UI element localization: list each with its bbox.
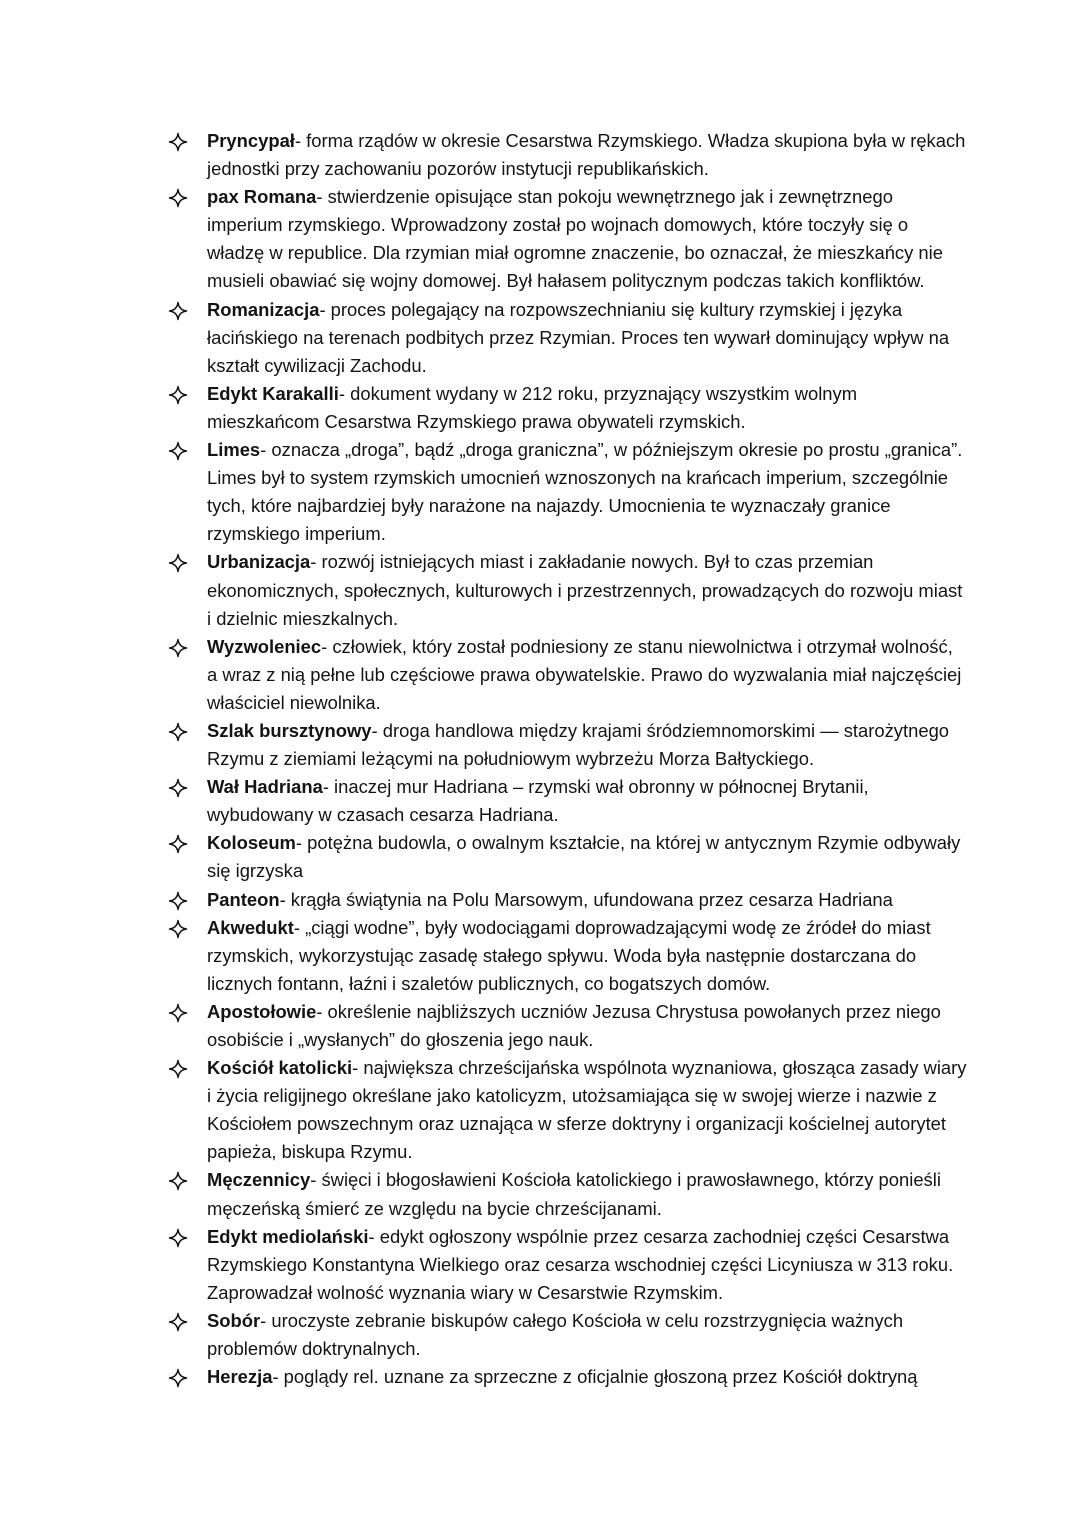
glossary-entry bbox=[168, 380, 968, 436]
glossary-entry bbox=[168, 183, 968, 295]
entry-term: Kościół katolicki bbox=[207, 1057, 353, 1079]
entry-definition: - stwierdzenie opisujące stan pokoju wewnętrznego jak i zewnętrznego imperium rzymskiego. Wprowadzony został po wojnach domowych, które toczyły się o władzę w republice. Dla rzymian miał ogromne znaczenie, bo oznaczał, że mieszkańcy nie musieli obawiać się wojny domowej. Był hałasem politycznym podczas takich konfliktów. bbox=[207, 186, 943, 292]
entry-definition: - człowiek, który został podniesiony ze stanu niewolnictwa i otrzymał wolność, a wraz z nią pełne lub częściowe prawa obywatelskie. Prawo do wyzwalania miał najczęściej właściciel niewolnika. bbox=[207, 635, 962, 713]
entry-definition: - uroczyste zebranie biskupów całego Kościoła w celu rozstrzygnięcia ważnych problemów doktrynalnych. bbox=[207, 1309, 904, 1360]
entry-term: Męczennicy bbox=[207, 1169, 311, 1191]
glossary-entry bbox=[168, 633, 968, 717]
entry-term: Apostołowie bbox=[207, 1000, 317, 1022]
four-point-star-icon bbox=[168, 778, 188, 798]
entry-term: Sobór bbox=[207, 1309, 261, 1331]
entry-term: Wał Hadriana bbox=[207, 776, 323, 798]
glossary-entry bbox=[168, 1307, 968, 1363]
entry-definition: - oznacza „droga”, bądź „droga graniczna”, w późniejszym okresie po prostu „granica”. Limes był to system rzymskich umocnień wznoszonych na krańcach imperium, szczególnie tych, które najbardziej były narażone na najazdy. Umocnienia te wyznaczały granice rzymskiego imperium. bbox=[207, 439, 963, 545]
entry-definition: - „ciągi wodne”, były wodociągami doprowadzającymi wodę ze źródeł do miast rzymskich, wykorzystując zasadę stałego spływu. Woda była następnie dostarczana do licznych fontann, łaźni i szaletów publicznych, co bogatszych domów. bbox=[207, 916, 931, 994]
four-point-star-icon bbox=[168, 1368, 188, 1388]
glossary-entry bbox=[168, 436, 968, 548]
glossary-entry bbox=[168, 127, 968, 183]
glossary-entry bbox=[168, 998, 968, 1054]
glossary-entry bbox=[168, 773, 968, 829]
entry-term: Akwedukt bbox=[207, 916, 294, 938]
entry-term: Pryncypał bbox=[207, 130, 295, 151]
glossary-entry bbox=[168, 1166, 968, 1222]
glossary-entry bbox=[168, 1363, 968, 1391]
four-point-star-icon bbox=[168, 1228, 188, 1248]
four-point-star-icon bbox=[168, 553, 188, 573]
glossary-entry bbox=[168, 829, 968, 885]
entry-term: Limes bbox=[207, 439, 261, 461]
entry-definition: - potężna budowla, o owalnym kształcie, na której w antycznym Rzymie odbywały się igrzyska bbox=[207, 832, 961, 882]
glossary-list bbox=[168, 127, 968, 1391]
four-point-star-icon bbox=[168, 1312, 188, 1332]
four-point-star-icon bbox=[168, 1003, 188, 1023]
entry-definition: - poglądy rel. uznane za sprzeczne z oficjalnie głoszoną przez Kościół doktryną bbox=[272, 1366, 918, 1388]
entry-term: pax Romana bbox=[207, 186, 317, 208]
glossary-entry bbox=[168, 886, 968, 914]
entry-term: Romanizacja bbox=[207, 298, 320, 320]
four-point-star-icon bbox=[168, 1059, 188, 1079]
entry-definition: - krągła świątynia na Polu Marsowym, ufundowana przez cesarza Hadriana bbox=[279, 888, 893, 910]
entry-definition: - edykt ogłoszony wspólnie przez cesarza zachodniej części Cesarstwa Rzymskiego Konstantyna Wielkiego oraz cesarza wschodniej części Licyniusza w 313 roku. Zaprowadzał wolność wyznania wiary w Cesarstwie Rzymskim. bbox=[207, 1225, 954, 1303]
four-point-star-icon bbox=[168, 301, 188, 321]
four-point-star-icon bbox=[168, 722, 188, 742]
four-point-star-icon bbox=[168, 132, 188, 152]
entry-term: Herezja bbox=[207, 1366, 273, 1388]
glossary-entry bbox=[168, 1054, 968, 1166]
entry-definition: - inaczej mur Hadriana – rzymski wał obronny w północnej Brytanii, wybudowany w czasach cesarza Hadriana. bbox=[207, 776, 869, 826]
four-point-star-icon bbox=[168, 891, 188, 911]
glossary-entry bbox=[168, 1223, 968, 1307]
entry-term: Wyzwoleniec bbox=[207, 635, 322, 657]
four-point-star-icon bbox=[168, 385, 188, 405]
entry-definition: - święci i błogosławieni Kościoła katolickiego i prawosławnego, którzy ponieśli męczeńską śmierć ze względu na bycie chrześcijanami. bbox=[207, 1169, 941, 1219]
entry-term: Szlak bursztynowy bbox=[207, 719, 372, 741]
entry-definition: - największa chrześcijańska wspólnota wyznaniowa, głosząca zasady wiary i życia religijnego określane jako katolicyzm, utożsamiająca się w swojej wierze i nazwie z Kościołem powszechnym oraz uznająca w sferze doktryny i organizacji kościelnej autorytet papieża, biskupa Rzymu. bbox=[207, 1057, 967, 1163]
entry-definition: - proces polegający na rozpowszechnianiu się kultury rzymskiej i języka łacińskiego na terenach podbitych przez Rzymian. Proces ten wywarł dominujący wpływ na kształt cywilizacji Zachodu. bbox=[207, 298, 950, 376]
entry-definition: - określenie najbliższych uczniów Jezusa Chrystusa powołanych przez niego osobiście i „wysłanych” do głoszenia jego nauk. bbox=[207, 1000, 941, 1050]
four-point-star-icon bbox=[168, 441, 188, 461]
four-point-star-icon bbox=[168, 1171, 188, 1191]
entry-term: Edykt Karakalli bbox=[207, 382, 339, 404]
entry-definition: - droga handlowa między krajami śródziemnomorskimi — starożytnego Rzymu z ziemiami leżącymi na południowym wybrzeżu Morza Bałtyckiego. bbox=[207, 719, 950, 770]
four-point-star-icon bbox=[168, 188, 188, 208]
four-point-star-icon bbox=[168, 638, 188, 658]
glossary-entry bbox=[168, 914, 968, 998]
glossary-entry bbox=[168, 717, 968, 773]
entry-definition: - rozwój istniejących miast i zakładanie nowych. Był to czas przemian ekonomicznych, społecznych, kulturowych i przestrzennych, prowadzących do rozwoju miast i dzielnic mieszkalnych. bbox=[207, 551, 963, 629]
glossary-entry bbox=[168, 548, 968, 632]
entry-term: Urbanizacja bbox=[207, 551, 311, 573]
entry-definition: - forma rządów w okresie Cesarstwa Rzymskiego. Władza skupiona była w rękach jednostki przy zachowaniu pozorów instytucji republikańskich. bbox=[207, 130, 966, 180]
glossary-entry bbox=[168, 296, 968, 380]
entry-definition: - dokument wydany w 212 roku, przyznający wszystkim wolnym mieszkańcom Cesarstwa Rzymskiego prawa obywateli rzymskich. bbox=[207, 382, 858, 432]
entry-term: Panteon bbox=[207, 888, 280, 910]
four-point-star-icon bbox=[168, 919, 188, 939]
entry-term: Koloseum bbox=[207, 832, 296, 854]
entry-term: Edykt mediolański bbox=[207, 1225, 369, 1247]
four-point-star-icon bbox=[168, 834, 188, 854]
